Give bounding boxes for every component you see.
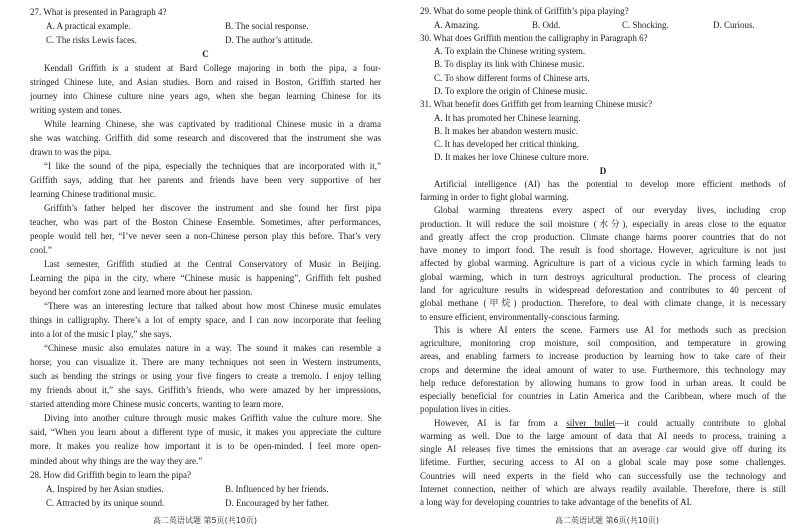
passage-d-line: Internet connection, neither of which are always readily available. Therefore, there is still [420,483,786,494]
page-5-footer: 高二英语试题 第5页(共10页) [152,516,258,525]
passage-c-line: learning Chinese traditional music. [30,189,156,200]
passage-c-line: into a lot of the music I play,” she says. [30,329,172,340]
passage-d-line: land for agriculture results in widespread deforestation and contributes to 40 percent of [420,284,786,295]
passage-c-line: Griffith’s father helped her discover the instrument and she found her first pipa [44,203,381,214]
passage-c-line: stringed Chinese lute, and Asian studies. Born and raised in Boston, Griffith started her [30,77,381,88]
question-31-option-c: C. It has developed her critical thinking. [434,139,579,150]
page-6-footer: 高二英语试题 第6页(共10页) [554,516,660,525]
passage-c-line: she was watching. Griffith did some research and discovered that the instrument she was [30,133,381,144]
passage-d-label: D [599,165,607,176]
question-27-option-d: D. The author’s attitude. [225,35,313,46]
question-27-option-b: B. The social response. [225,21,309,32]
passage-d-line: have money to import food. The result is food shortage. However, agriculture is not just [420,245,786,256]
passage-c-line: writing system and tones. [30,105,122,116]
passage-d-line: single AI releases five times the emissions that an average car would give off during its [420,444,786,455]
passage-d-line: global methane (甲烷) production. Therefore, to deal with climate change, it is necessary [420,298,786,309]
question-28-option-a: A. Inspired by her Asian studies. [46,483,164,494]
question-28-options-row-1 [30,482,381,496]
passage-c-line: more. It makes you realize how important it is to be open-minded. I feel more open- [30,441,381,452]
question-28-option-c: C. Attracted by its unique sound. [46,497,165,508]
question-30-stem: 30. What does Griffith mention the calligraphy in Paragraph 6? [420,32,648,43]
passage-d-line: areas, and enabling farmers to increase production by learning how to take care of their [420,351,786,362]
question-30-option-a: A. To explain the Chinese writing system. [434,46,586,57]
passage-c-line: Last semester, Griffith studied at the Central Conservatory of Music in Beijing. [44,259,381,270]
passage-c-line: teacher, who was part of the Boston Chinese Ensemble. Sometimes, after performances, [30,217,381,228]
passage-d-line: and greatly affect the crop production. Climate change harms poorer countries that do not [420,231,786,242]
passage-c-line: cool.” [30,245,52,256]
passage-c-line: While learning Chinese, she was captivated by traditional Chinese music in a drama [44,119,381,130]
passage-d-line-with-underline [420,417,786,430]
passage-d-text-segment: However, AI is far from a [434,417,567,428]
passage-d-line: agriculture, monitoring crop moisture, soil composition, and temperature in growing [420,338,786,349]
passage-d-line: This is where AI enters the scene. Farmers use AI for methods such as precision [434,324,786,335]
passage-d-line: to ensure efficient, environmentally-conscious farming. [420,311,620,322]
question-28-option-d: D. Encouraged by her father. [225,497,329,508]
passage-c-line: my friends about it,” she says. Griffith’s friends, who were amazed by her impressions, [30,385,381,396]
passage-c-line: started attending more Chinese music concerts, wanting to learn more. [30,399,284,410]
question-29-stem: 29. What do some people think of Griffith’s pipa playing? [420,6,629,17]
passage-d-line: especially beneficial for countries in Latin America and the Caribbean, where much of the [420,391,786,402]
passage-d-line: crops and determine the ideal amount of water to use. Furthermore, this technology may [420,364,786,375]
passage-d-line: help reduce deforestation by allowing humans to grow food in urban areas. It could be [420,377,786,388]
question-27-stem: 27. What is presented in Paragraph 4? [30,7,167,17]
passage-c-line: said, “When you learn about a different type of music, it makes you appreciate the culture [30,427,381,438]
question-31-option-b: B. It makes her abandon western music. [434,125,578,136]
passage-c-line: Griffith says, adding that her parents and friends have been very supportive of her [30,175,381,186]
passage-d-line: lifetime. Further, securing access to AI on a global scale may pose some challenges. [420,457,786,468]
passage-c-line: “There was an interesting lecture that talked about how most Chinese music emulates [44,301,381,312]
passage-d-line: global warming, which in turn destroys agricultural production. The process of clearing [420,271,786,282]
passage-d-line: Global warming threatens every aspect of our everyday lives, including crop [434,205,786,216]
question-29-option-b: B. Odd. [532,19,561,30]
passage-c-line: drawn to was the pipa. [30,147,112,158]
passage-d-line: warming as well. Due to the large amount of data that AI needs to process, training a [420,430,786,441]
passage-c-line: things in calligraphy. There’s a lot of empty space, and I can now incorporate that feeling [30,315,381,326]
question-29-option-a: A. Amazing. [434,19,480,30]
exam-page-6 [420,5,786,509]
question-28-option-b: B. Influenced by her friends. [225,483,329,494]
question-27-option-a: A. A practical example. [46,21,131,32]
underlined-phrase: silver bullet [566,417,616,428]
question-31-option-a: A. It has promoted her Chinese learning. [434,112,581,123]
question-31-stem: 31. What benefit does Griffith get from learning Chinese music? [420,99,653,110]
question-28-options-row-2 [30,496,381,510]
passage-d-line: Artificial intelligence (AI) has the potential to develop more efficient methods of [434,178,786,189]
question-29-options-row [420,19,786,32]
question-27-option-c: C. The risks Lewis faces. [46,35,137,46]
exam-page-5 [30,5,381,510]
passage-c-line: Learning the pipa in the city, where “Chinese music is happening”, Griffith felt pushed [30,273,381,284]
passage-c-line: journey into Chinese culture nine years ago, when she began learning Chinese for its [30,91,381,102]
question-28-stem: 28. How did Griffith begin to learn the pipa? [30,469,192,480]
passage-c-line: “I like the sound of the pipa, especially the techniques that are incorporated with it,” [44,161,381,172]
passage-c-line: beyond her comfort zone and learned more about her passion. [30,287,253,298]
question-29-option-c: C. Shocking. [622,19,669,30]
passage-d-line: Countries will need experts in the field who can successfully use the technology and [420,470,786,481]
passage-c-line: horse; you can visualize it. There are many techniques not seen in Western instruments, [30,357,381,368]
passage-c-line: people would tell her, “I’ve never seen a non-Chinese person play this before. That’s very [30,231,381,242]
passage-c-line: minded about why things are the way they are.” [30,455,203,466]
passage-c-line: Diving into another culture through music makes Griffith value the culture more. She [44,413,381,424]
question-29-option-d: D. Curious. [713,19,755,30]
passage-c-label: C [202,49,209,60]
passage-d-line: a long way for developing countries to take advantage of the benefits of AI. [420,497,692,508]
question-30-option-d: D. To explore the origin of Chinese music. [434,85,588,96]
question-27-options-row-2 [30,33,381,47]
passage-d-line: affected by global warming. Agriculture is part of a vicious cycle in which farming leads to [420,258,786,269]
passage-d-text-segment: —it could actually contribute to global [615,417,786,428]
passage-c-line: Kendall Griffith is a student at Bard College majoring in both the pipa, a four- [44,63,381,74]
passage-d-line: production. It will reduce the soil moisture (水分), especially in areas close to the equator [420,218,786,229]
passage-c-line: such as bending the strings or using your five fingers to create a tremolo. I enjoy telling [30,371,381,382]
question-30-option-b: B. To display its link with Chinese music. [434,59,585,70]
passage-d-line: farming in order to fight global warming. [420,192,569,203]
question-27-options-row-1 [30,19,381,33]
question-30-option-c: C. To show different forms of Chinese arts. [434,72,590,83]
passage-d-line: population lives in cities. [420,404,511,415]
passage-c-line: “Chinese music also emulates nature in a way. The sound it makes can resemble a [44,343,381,354]
question-31-option-d: D. It makes her love Chinese culture more. [434,152,589,163]
